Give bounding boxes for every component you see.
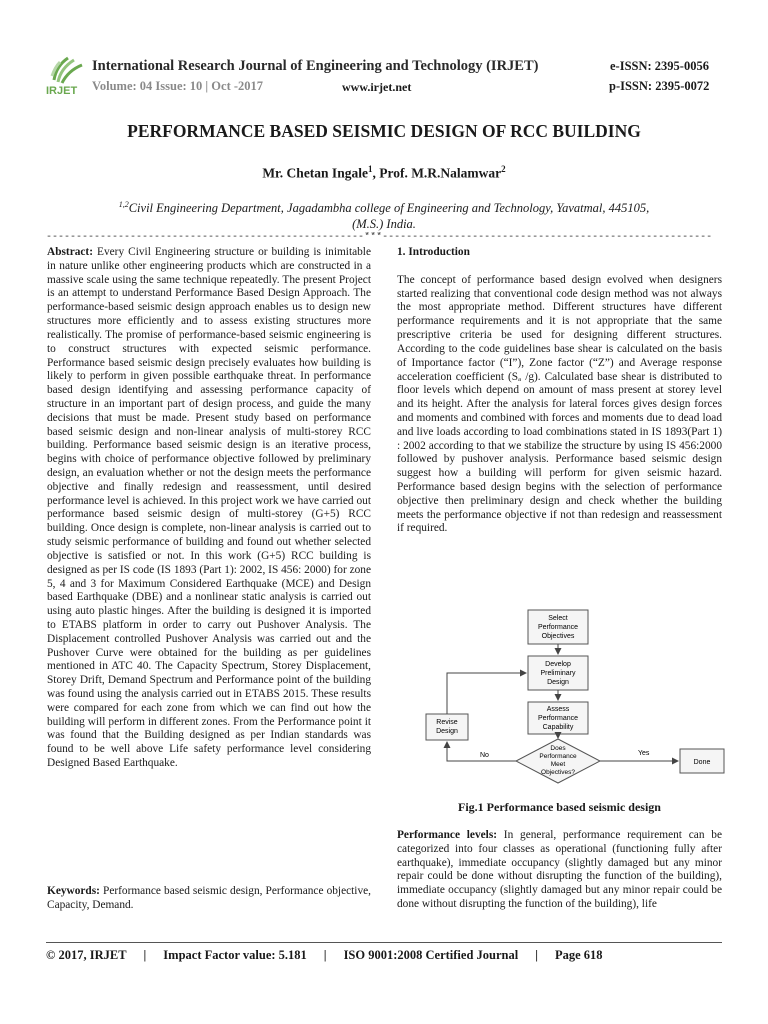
node-develop-line-2: Preliminary: [540, 670, 576, 677]
keywords: [47, 885, 371, 913]
footer-copyright: © 2017, IRJET: [46, 948, 127, 962]
introduction-text: The concept of performance based design evolved when designers started realizing that conventional code design method was not always the most appropriate method. Different structures have different performance requirements and it is not appropriate that the same prescriptive criteria be used for designing different structures. According to the code guidelines base shear is calculated on the basis of Importance factor (“I”), Zone factor (“Z”) and Average response acceleration coefficient (Sₐ /g). Calculated base shear is distributed to floor levels which depend on amount of mass present at storey level and its height. After the analysis for lateral forces gives design forces and moments and combined with forces and moments due to dead load and live loads according to load combinations stated in IS 1893(Part 1) : 2002 according to that we stabilize the structure by using IS 456:2000 followed by pushover analysis. Performance based seismic design suggest how a building will perform for given seismic hazard. Performance based design begins with the selection of performance objective then preliminary design and check whether the building meets the performance objective if not than redesign and reassessment if required.: [397, 273, 722, 535]
node-revise-design: [426, 714, 468, 740]
node-decision-line-2: Performance: [539, 753, 577, 760]
footer-page: Page 618: [554, 948, 603, 962]
introduction: [397, 246, 722, 536]
node-select-line-1: Select: [548, 615, 568, 622]
journal-website-link[interactable]: www.irjet.net: [342, 80, 412, 94]
node-develop-line-1: Develop: [545, 661, 571, 668]
volume-issue: Volume: 04 Issue: 10 | Oct -2017: [92, 79, 264, 93]
performance-levels-text: In general, performance requirement can be categorized into four classes as operational (functioning fully after earthquake), immediate occupancy (slightly damaged but any minor repair could be done without disrupting the function of the building), immediate occupancy (slightly damaged but any minor repair could be done without disrupting the function of the building), life: [397, 829, 722, 911]
authors: [0, 164, 768, 182]
arrow-revise-to-develop: [447, 673, 526, 714]
node-assess-line-2: Performance: [537, 715, 579, 722]
footer: [46, 948, 722, 963]
flowchart-figure: [420, 600, 730, 790]
spacer: [397, 260, 722, 274]
journal-name: International Research Journal of Engineering and Technology (IRJET): [92, 58, 539, 74]
node-revise-line-2: Design: [436, 728, 458, 735]
author-1-sup: 1: [367, 164, 373, 174]
node-decision: [516, 739, 600, 783]
node-select-objectives: [528, 610, 588, 644]
abstract-label: Abstract:: [47, 246, 93, 258]
label-no: No: [480, 752, 489, 759]
affiliation: [60, 197, 708, 232]
node-done: [680, 749, 724, 773]
node-develop-line-3: Design: [547, 679, 569, 686]
node-done-label: Done: [693, 759, 711, 766]
keywords-text: Performance based seismic design, Performance objective, Capacity, Demand.: [47, 885, 371, 911]
paper-title: PERFORMANCE BASED SEISMIC DESIGN OF RCC BUILDING: [127, 121, 641, 141]
node-decision-line-4: Objectives?: [541, 769, 575, 776]
abstract-text: Every Civil Engineering structure or building is inimitable in nature unlike other engineering products which are constructed in a massive scale using the same technique repeatedly. The present Project is an attempt to understand Performance Based Design Approach. The performance-based seismic design approach enables us to design new structures more efficiently and to assess existing structures more realistically. The promise of performance-based seismic engineering is to construct structures with expected seismic performance. Performance based seismic design precisely evaluates how building is likely to perform in given possible earthquake threat. In performance based design identifying and assessing performance capacity of structure in an important part of design process, and guide the many decisions that must be made. Present study based on performance based seismic design and non-linear analysis of multi-storey RCC building. Performance based seismic design is an iterative process, begins with choice of performance objective followed by preliminary design, an evaluation whether or not the design meets the performance objective and finally redesign and reassessment, until desired performance level is achieved. In this project work we have carried out performance based seismic design of multi-storey (G+5) RCC building. Once design is complete, non-linear analysis is carried out to study seismic performance of building and found out whether selected objective is satisfied or not. In this work (G+5) RCC building is designed as per IS code (IS 1893 (Part 1): 2002, IS 456: 2000) for zone 5, 4 and 3 for Maximum Considered Earthquake (MCE) and Design based Earthquake (DBE) and a nonlinear static analysis is carried out using auto plastic hinges. After the building is designed it is imported to ETABS platform in order to carry out Pushover Analysis. The Displacement controlled Pushover Analysis was carried out and the Pushover Curve were obtained for the building as per guidelines mentioned in ATC 40. The Capacity Spectrum, Storey Displacement, Storey Drift, Demand Spectrum and Performance point of the building was found using the analysis carried out in ETABS 2015. These results were compared for each zone from which we can find out how the building will perform in different zones. From the Performance point it was found that the Building designed as per Indian standards was found to be well above Life safety performance level considering Designed Based Earthquake.: [47, 246, 371, 770]
author-1: Mr. Chetan Ingale: [262, 165, 368, 181]
performance-levels-label: Performance levels:: [397, 829, 498, 841]
node-assess-line-1: Assess: [546, 706, 570, 713]
author-2: , Prof. M.R.Nalamwar: [372, 165, 502, 181]
footer-impact: Impact Factor value: 5.181: [163, 948, 307, 962]
footer-separator: |: [143, 948, 147, 962]
abstract: [47, 246, 371, 771]
performance-levels: [397, 829, 722, 912]
footer-separator: |: [535, 948, 538, 962]
keywords-label: Keywords:: [47, 885, 100, 897]
divider-dashes-right: -------------------------------------------------------: [382, 232, 713, 243]
logo-text: IRJET: [46, 85, 78, 97]
irjet-logo: [44, 50, 92, 98]
affiliation-line-2: (M.S.) India.: [352, 217, 416, 232]
affiliation-sup: 1,2: [118, 200, 129, 209]
introduction-heading: 1. Introduction: [397, 246, 470, 258]
node-decision-line-3: Meet: [550, 761, 566, 768]
divider-mark: ***: [364, 232, 383, 243]
node-revise-line-1: Revise: [436, 719, 458, 726]
node-assess-line-3: Capability: [542, 724, 574, 731]
label-yes: Yes: [638, 750, 650, 757]
p-issn: p-ISSN: 2395-0072: [609, 79, 710, 93]
logo-icon: [44, 50, 92, 98]
flowchart-svg: [420, 600, 730, 790]
e-issn: e-ISSN: 2395-0056: [610, 59, 709, 73]
affiliation-line-1: Civil Engineering Department, Jagadambha college of Engineering and Technology, Yavatmal, 445105,: [128, 201, 650, 216]
divider-dashes-left: -----------------------------------------------------: [46, 232, 365, 243]
footer-separator: |: [323, 948, 327, 962]
node-develop-design: [528, 656, 588, 690]
footer-rule: [46, 942, 722, 943]
figure-caption: Fig.1 Performance based seismic design: [458, 800, 661, 814]
node-select-line-3: Objectives: [541, 633, 575, 640]
footer-iso: ISO 9001:2008 Certified Journal: [343, 948, 519, 962]
node-decision-line-1: Does: [550, 745, 566, 752]
node-assess-capability: [528, 702, 588, 734]
node-select-line-2: Performance: [537, 624, 579, 631]
section-divider: [46, 232, 722, 244]
author-2-sup: 2: [501, 164, 506, 174]
